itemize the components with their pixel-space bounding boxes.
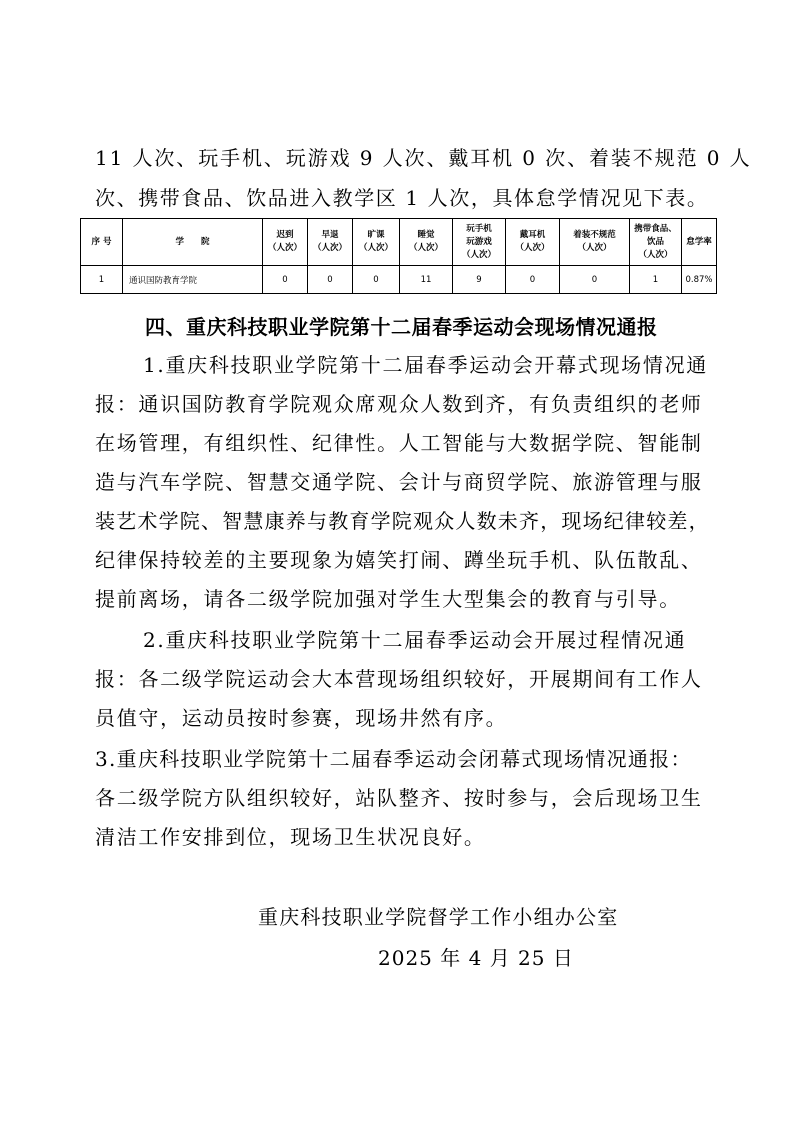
signature-date: 2025 年 4 月 25 日 xyxy=(378,946,574,970)
cell-absent: 0 xyxy=(353,266,400,294)
p3-line-3: 清洁工作安排到位，现场卫生状况良好。 xyxy=(95,825,486,849)
header-late: 迟到 （人次） xyxy=(263,219,308,266)
signature-organization: 重庆科技职业学院督学工作小组办公室 xyxy=(258,905,619,929)
cell-sleep: 11 xyxy=(400,266,453,294)
p3-line-1: 3.重庆科技职业学院第十二届春季运动会闭幕式现场情况通报： xyxy=(95,747,692,771)
cell-early: 0 xyxy=(308,266,353,294)
p1-line-5: 装艺术学院、智慧康养与教育学院观众人数未齐，现场纪律较差， xyxy=(95,509,710,533)
cell-dress: 0 xyxy=(560,266,630,294)
header-dress: 着装不规范 （人次） xyxy=(560,219,630,266)
cell-school: 通识国防教育学院 xyxy=(123,266,263,294)
header-sleep: 睡觉 （人次） xyxy=(400,219,453,266)
cell-phone: 9 xyxy=(453,266,506,294)
cell-earphone: 0 xyxy=(506,266,560,294)
p1-line-2: 报：通识国防教育学院观众席观众人数到齐，有负责组织的老师 xyxy=(95,392,703,416)
table-row xyxy=(81,266,717,294)
p2-line-1: 2.重庆科技职业学院第十二届春季运动会开展过程情况通 xyxy=(143,628,687,652)
section-heading: 四、重庆科技职业学院第十二届春季运动会现场情况通报 xyxy=(145,315,658,339)
cell-food: 1 xyxy=(630,266,682,294)
header-earphone: 戴耳机 （人次） xyxy=(506,219,560,266)
intro-line-2: 次、携带食品、饮品进入教学区 1 人次，具体怠学情况见下表。 xyxy=(95,186,709,210)
header-index: 序 号 xyxy=(81,219,123,266)
header-early: 早退 （人次） xyxy=(308,219,353,266)
p1-line-1: 1.重庆科技职业学院第十二届春季运动会开幕式现场情况通 xyxy=(143,353,708,377)
attendance-table xyxy=(80,218,717,294)
cell-late: 0 xyxy=(263,266,308,294)
p2-line-2: 报：各二级学院运动会大本营现场组织较好，开展期间有工作人 xyxy=(95,667,703,691)
p1-line-3: 在场管理，有组织性、纪律性。人工智能与大数据学院、智能制 xyxy=(95,431,703,455)
header-food: 携带食品、 饮品 （人次） xyxy=(630,219,682,266)
header-absent: 旷课 （人次） xyxy=(353,219,400,266)
cell-rate: 0.87% xyxy=(682,266,717,294)
header-phone: 玩手机 玩游戏 （人次） xyxy=(453,219,506,266)
cell-index: 1 xyxy=(81,266,123,294)
p1-line-4: 造与汽车学院、智慧交通学院、会计与商贸学院、旅游管理与服 xyxy=(95,470,703,494)
p2-line-3: 员值守，运动员按时参赛，现场井然有序。 xyxy=(95,706,508,730)
header-rate: 怠学率 xyxy=(682,219,717,266)
p1-line-7: 提前离场，请各二级学院加强对学生大型集会的教育与引导。 xyxy=(95,587,681,611)
intro-line-1: 11 人次、玩手机、玩游戏 9 人次、戴耳机 0 次、着装不规范 0 人 xyxy=(95,146,752,170)
header-school: 学 院 xyxy=(123,219,263,266)
table-header-row xyxy=(81,219,717,266)
p3-line-2: 各二级学院方队组织较好，站队整齐、按时参与，会后现场卫生 xyxy=(95,786,703,810)
p1-line-6: 纪律保持较差的主要现象为嬉笑打闹、蹲坐玩手机、队伍散乱、 xyxy=(95,548,703,572)
